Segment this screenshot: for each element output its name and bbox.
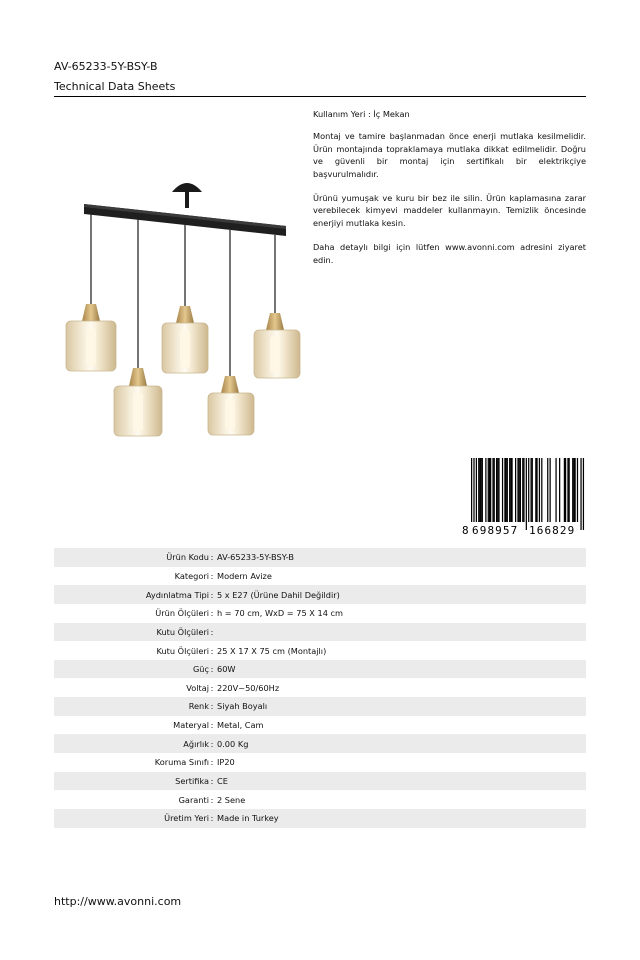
barcode-bar bbox=[490, 458, 491, 522]
barcode-bar bbox=[507, 458, 508, 522]
spec-row bbox=[54, 734, 586, 753]
spec-row bbox=[54, 623, 586, 642]
spec-row bbox=[54, 716, 586, 735]
installation-warning: Montaj ve tamire başlanmadan önce enerji mutlaka kesilmelidir. Ürün montajında topraklamaya mutlaka dikkat edilmelidir. Doğru ve güvenli bir montaj için sertifikalı bir elektrikçiye başvurulmalıdır. bbox=[313, 131, 586, 179]
spec-row bbox=[54, 772, 586, 791]
barcode-bar bbox=[473, 458, 474, 530]
spec-label: Kategori bbox=[174, 570, 209, 581]
barcode-bar bbox=[565, 458, 566, 522]
barcode-bar bbox=[547, 458, 548, 522]
spec-value: AV-65233-5Y-BSY-B bbox=[217, 552, 295, 563]
barcode-bar bbox=[517, 458, 518, 522]
product-photo bbox=[54, 108, 306, 508]
spec-separator: : bbox=[210, 720, 214, 731]
ceiling-canopy bbox=[172, 183, 202, 208]
barcode-bar bbox=[494, 458, 495, 522]
spec-label: Güç bbox=[192, 664, 209, 675]
spec-value: 2 Sene bbox=[217, 794, 246, 805]
barcode-bar bbox=[520, 458, 521, 522]
spec-label: Sertifika bbox=[175, 776, 209, 786]
barcode-bar bbox=[497, 458, 498, 522]
barcode-bar bbox=[478, 458, 479, 522]
barcode-first-digit: 8 bbox=[462, 524, 469, 536]
usage-location: Kullanım Yeri : İç Mekan bbox=[313, 109, 410, 119]
spec-row bbox=[54, 697, 586, 716]
barcode-left-digits: 698957 bbox=[472, 524, 519, 536]
spec-separator: : bbox=[210, 570, 214, 581]
barcode-bar bbox=[515, 458, 516, 522]
spec-value: 25 X 17 X 75 cm (Montajlı) bbox=[217, 645, 327, 656]
barcode-bar bbox=[471, 458, 472, 530]
barcode-bar bbox=[526, 458, 527, 530]
spec-separator: : bbox=[210, 682, 214, 693]
pendant-lamp-2 bbox=[114, 368, 162, 436]
barcode-bar bbox=[511, 458, 512, 522]
barcode-bar bbox=[536, 458, 537, 522]
spec-label: Renk bbox=[188, 701, 209, 712]
barcode-bar bbox=[532, 458, 533, 522]
barcode-bar bbox=[530, 458, 531, 522]
spec-separator: : bbox=[210, 664, 214, 675]
spec-label: Ürün Ölçüleri bbox=[155, 608, 209, 619]
barcode-bar bbox=[523, 458, 524, 522]
pendant-lamp-3 bbox=[162, 306, 208, 373]
barcode-bar bbox=[535, 458, 536, 522]
barcode-bar bbox=[522, 458, 523, 522]
cleaning-instructions: Ürünü yumuşak ve kuru bir bez ile silin. Ürün kaplamasına zarar verebilecek kimyevi maddeler kullanmayın. Temizlik öncesinde enerjiyi mutlaka kesin. bbox=[313, 193, 586, 228]
footer-website-link[interactable]: http://www.avonni.com bbox=[54, 895, 182, 908]
barcode-bar bbox=[505, 458, 506, 522]
barcode-bar bbox=[479, 458, 480, 522]
spec-value: Modern Avize bbox=[217, 570, 272, 581]
spec-separator: : bbox=[210, 552, 214, 563]
barcode-bar bbox=[489, 458, 490, 522]
barcode-bars bbox=[471, 458, 584, 530]
spec-separator: : bbox=[210, 589, 214, 600]
pendant-lamp-5 bbox=[254, 313, 300, 378]
spec-row bbox=[54, 809, 586, 828]
spec-value: IP20 bbox=[217, 757, 235, 768]
product-code-heading: AV-65233-5Y-BSY-B bbox=[54, 60, 158, 73]
barcode-bar bbox=[574, 458, 575, 522]
spec-label: Kutu Ölçüleri bbox=[156, 626, 209, 637]
barcode-bar bbox=[573, 458, 574, 522]
spec-separator: : bbox=[210, 757, 214, 768]
barcode-bar bbox=[488, 458, 489, 522]
spec-value: 0.00 Kg bbox=[217, 738, 249, 749]
spec-label: Kutu Ölçüleri bbox=[156, 645, 209, 656]
barcode-bar bbox=[528, 458, 529, 530]
barcode-bar bbox=[572, 458, 573, 522]
barcode-bar bbox=[476, 458, 477, 522]
pendant-lamp-4 bbox=[208, 376, 254, 435]
barcode-bar bbox=[555, 458, 556, 522]
barcode-bar bbox=[502, 458, 503, 522]
barcode-bar bbox=[577, 458, 578, 522]
spec-table bbox=[54, 548, 586, 828]
spec-label: Garanti bbox=[178, 794, 209, 805]
spec-label: Üretim Yeri bbox=[164, 813, 209, 824]
spec-separator: : bbox=[210, 813, 214, 824]
spec-row bbox=[54, 548, 586, 567]
spec-row bbox=[54, 641, 586, 660]
barcode-bar bbox=[567, 458, 568, 522]
barcode-bar bbox=[564, 458, 565, 522]
spec-separator: : bbox=[210, 738, 214, 749]
spec-label: Materyal bbox=[173, 720, 209, 731]
barcode-bar bbox=[580, 458, 581, 530]
barcode-bar bbox=[496, 458, 497, 522]
spec-label: Voltaj bbox=[186, 682, 209, 693]
ean13-barcode bbox=[462, 458, 586, 536]
spec-value: CE bbox=[217, 776, 228, 786]
spec-label: Aydınlatma Tipi bbox=[145, 589, 209, 600]
usage-and-safety-info bbox=[313, 108, 586, 278]
spec-separator: : bbox=[210, 794, 214, 805]
spec-row bbox=[54, 753, 586, 772]
spec-separator: : bbox=[210, 776, 214, 786]
spec-row bbox=[54, 660, 586, 679]
barcode-bar bbox=[550, 458, 551, 522]
barcode-bar bbox=[482, 458, 483, 522]
spec-value: Siyah Boyalı bbox=[217, 701, 268, 712]
header-divider bbox=[54, 96, 586, 97]
spec-row bbox=[54, 678, 586, 697]
barcode-bar bbox=[504, 458, 505, 522]
barcode-bar bbox=[559, 458, 560, 522]
spec-row bbox=[54, 585, 586, 604]
barcode-bar bbox=[541, 458, 542, 522]
barcode-bar bbox=[569, 458, 570, 522]
spec-value: Made in Turkey bbox=[217, 813, 279, 824]
barcode-bar bbox=[583, 458, 584, 530]
spec-row bbox=[54, 790, 586, 809]
spec-separator: : bbox=[210, 626, 214, 637]
pendant-lamp-1 bbox=[66, 304, 116, 371]
spec-separator: : bbox=[210, 608, 214, 619]
barcode-bar bbox=[498, 458, 499, 522]
barcode-bar bbox=[509, 458, 510, 522]
barcode-right-digits: 166829 bbox=[529, 524, 576, 536]
spec-value: h = 70 cm, WxD = 75 X 14 cm bbox=[217, 608, 343, 619]
barcode-bar bbox=[510, 458, 511, 522]
spec-label: Ağırlık bbox=[183, 738, 209, 749]
spec-value: 60W bbox=[217, 664, 236, 675]
barcode-bar bbox=[485, 458, 486, 522]
spec-label: Ürün Kodu bbox=[166, 552, 209, 563]
spec-value: 220V~50/60Hz bbox=[217, 682, 280, 693]
spec-value: Metal, Cam bbox=[217, 720, 264, 731]
spec-row bbox=[54, 604, 586, 623]
barcode-bar bbox=[539, 458, 540, 522]
spec-separator: : bbox=[210, 701, 214, 712]
spec-row bbox=[54, 567, 586, 586]
spec-label: Koruma Sınıfı bbox=[154, 757, 209, 768]
barcode-bar bbox=[492, 458, 493, 522]
barcode-bar bbox=[481, 458, 482, 522]
website-note: Daha detaylı bilgi için lütfen www.avonni.com adresini ziyaret edin. bbox=[313, 242, 586, 265]
spec-value: 5 x E27 (Ürüne Dahil Değildir) bbox=[217, 589, 340, 600]
document-subtitle: Technical Data Sheets bbox=[54, 80, 176, 93]
spec-separator: : bbox=[210, 645, 214, 656]
barcode-bar bbox=[519, 458, 520, 522]
